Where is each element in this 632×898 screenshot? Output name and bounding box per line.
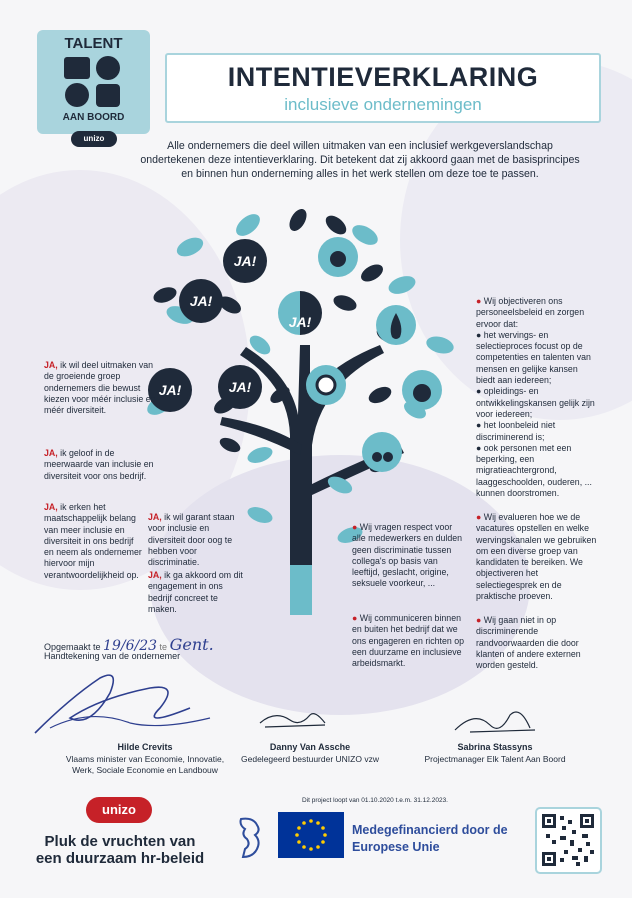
left-item-3: JA, ik erken het maatschappelijk belang van meer inclusie en diversiteit in ons bedrijf en neem als ondernemer hiervoor mijn verantwoordelijkheid op. bbox=[44, 502, 142, 580]
ja-label-4: JA! bbox=[158, 382, 182, 398]
right-item-3: ● Wij gaan niet in op discriminerende randvoorwaarden die door klanten of andere externen worden gesteld. bbox=[476, 615, 581, 671]
center-item-2: ● Wij communiceren binnen en buiten het bedrijf dat we ons engageren en richten op een duurzame en inclusieve arbeidsmarkt. bbox=[352, 613, 465, 669]
pear-icon: ● bbox=[476, 512, 484, 522]
mid-item-2: JA, ik ga akkoord om dit engagement in ons bedrijf concreet te maken. bbox=[148, 570, 243, 614]
right-item-2: ● Wij evalueren hoe we de vacatures opstellen en welke wervingskanalen we gebruiken om een diverse groep van kandidaten te bereiken. We objectiveren het selectiegesprek en de praktische proeven. bbox=[476, 512, 597, 602]
orange-icon: ● bbox=[476, 615, 484, 625]
signatory-1-role: Vlaams minister van Economie, Innovatie, Werk, Sociale Economie en Landbouw bbox=[65, 754, 225, 775]
signatory-3-role: Projectmanager Elk Talent Aan Boord bbox=[424, 754, 566, 764]
cherry-icon: ● bbox=[352, 613, 360, 623]
eu-flag-icon bbox=[278, 812, 344, 858]
flemish-lion-icon bbox=[235, 815, 265, 861]
signature-stassyns bbox=[450, 700, 540, 740]
page-subtitle: inclusieve ondernemingen bbox=[284, 95, 482, 114]
intro-text: Alle ondernemers die deel willen uitmaken van een inclusief werkgeverslandschap ondertekenen deze intentieverklaring. Dit betekent dat zij akkoord gaan met de basisprincipes en binnen hun onderneming alles in het werk stellen om deze toe te passen. bbox=[140, 140, 580, 180]
project-note: Dit project loopt van 01.10.2020 t.e.m. 31.12.2023. bbox=[302, 797, 448, 804]
center-item-1: ● Wij vragen respect voor alle medewerkers en dulden geen discriminatie tussen collega's op basis van leeftijd, geslacht, origine, seksuele voorkeur, ... bbox=[352, 522, 463, 589]
signature-label: Handtekening van de ondernemer bbox=[44, 651, 181, 661]
bullet: ● bbox=[476, 442, 484, 453]
unizo-badge: unizo bbox=[71, 131, 117, 147]
signatory-3-name: Sabrina Stassyns bbox=[457, 742, 533, 752]
bullet: ● bbox=[476, 329, 484, 340]
logo-line1: TALENT bbox=[64, 35, 123, 52]
signature-van-assche bbox=[255, 705, 335, 735]
mid-item-1: JA, ik wil garant staan voor inclusie en diversiteit door oog te hebben voor discriminatie. bbox=[148, 512, 235, 568]
signatory-2-role: Gedelegeerd bestuurder UNIZO vzw bbox=[241, 754, 379, 764]
bullet: ● bbox=[476, 386, 484, 397]
signatory-2-name: Danny Van Assche bbox=[269, 742, 351, 752]
unizo-logo: unizo bbox=[86, 797, 152, 823]
apple-icon: ● bbox=[476, 296, 484, 306]
slogan: Pluk de vruchten van een duurzaam hr-beleid bbox=[35, 833, 205, 867]
ja-label-2: JA! bbox=[189, 293, 213, 309]
right-item-1: ● Wij objectiveren ons personeelsbeleid en zorgen ervoor dat: ● het wervings- en selectieproces focust op de competenties en talenten van mensen en gelijke kansen biedt aan iedereen; ● opleidings- en ontwikkelingskansen gelijk zijn voor iedereen; ● het loonbeleid niet discriminerend is; ● ook personen met een beperking, een migratieachtergrond, laaggeschoolden, ouderen, ... kunnen doorstromen. bbox=[476, 296, 595, 499]
page-title: INTENTIEVERKLARING bbox=[227, 62, 539, 92]
owner-signature bbox=[30, 658, 230, 738]
left-item-1: JA, ik wil deel uitmaken van de groeiende groep ondernemers die bewust kiezen voor méér inclusie en méér diversiteit. bbox=[44, 360, 156, 416]
qr-pattern-icon bbox=[542, 814, 594, 866]
ja-label-1: JA! bbox=[233, 253, 257, 269]
watermelon-icon: ● bbox=[352, 522, 360, 532]
signatory-1-name: Hilde Crevits bbox=[117, 742, 173, 752]
handwritten-date: 19/6/23 bbox=[103, 638, 158, 654]
logo-line2: AAN BOORD bbox=[62, 112, 125, 123]
ja-label-3: JA! bbox=[288, 314, 312, 330]
logo-mark bbox=[62, 55, 124, 109]
left-item-2: JA, ik geloof in de meerwaarde van inclusie en diversiteit voor ons bedrijf. bbox=[44, 448, 154, 481]
made-at-line: Opgemaakt te 19/6/23 te Gent. bbox=[44, 635, 214, 654]
bullet: ● bbox=[476, 420, 484, 431]
handwritten-place: Gent. bbox=[169, 635, 214, 654]
ja-label-5: JA! bbox=[228, 379, 252, 395]
eu-cofunded-text: Medegefinancierd door de Europese Unie bbox=[352, 823, 508, 854]
